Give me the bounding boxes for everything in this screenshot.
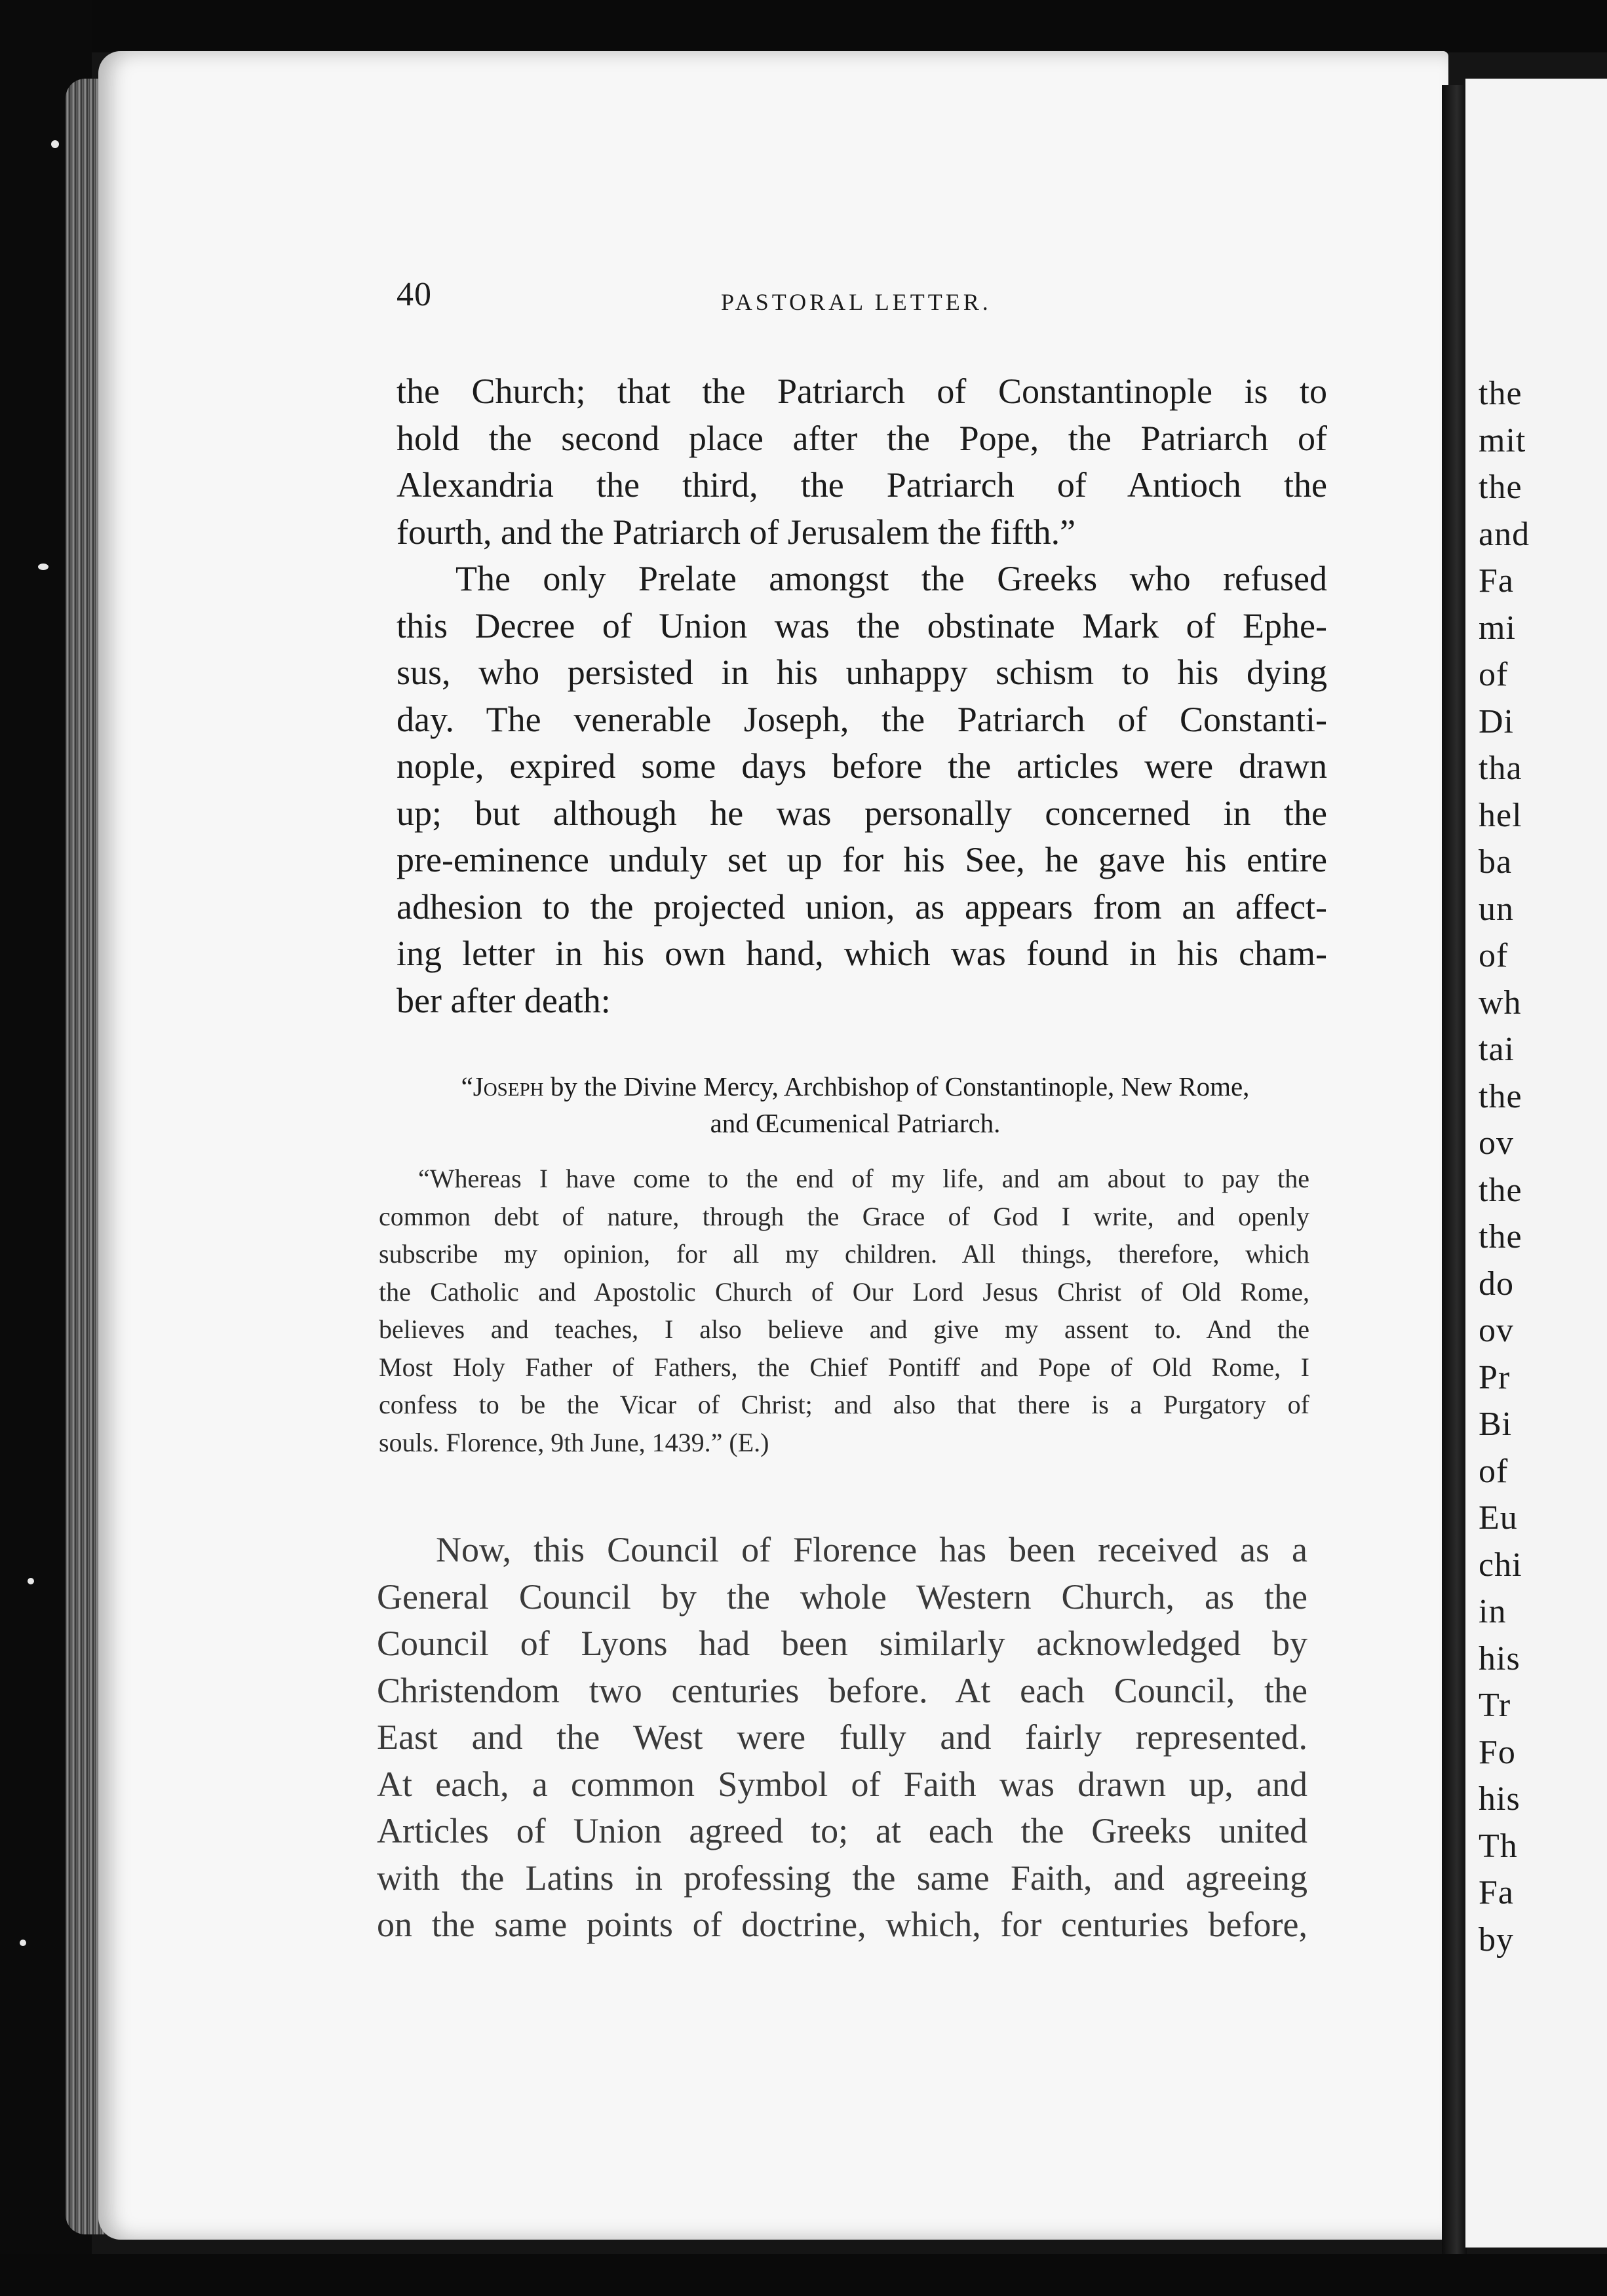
right-page-fragment-line: Di: [1479, 702, 1514, 740]
right-page-fragment-line: tha: [1479, 750, 1522, 787]
right-page-fragment-line: Eu: [1479, 1499, 1518, 1537]
text-line: Christendom two centuries before. At each Council, the: [377, 1670, 1307, 1710]
right-page-fragment-line: ov: [1479, 1124, 1514, 1162]
text-line: East and the West were fully and fairly represented.: [377, 1717, 1307, 1757]
right-page-fragment-line: Tr: [1479, 1687, 1511, 1724]
letter-line: souls. Florence, 9th June, 1439.” (E.): [379, 1427, 769, 1457]
letter-line: confess to be the Vicar of Christ; and also that there is a Purgatory of: [379, 1390, 1309, 1419]
right-page: [1465, 79, 1607, 2248]
right-page-fragment-line: Th: [1479, 1827, 1518, 1865]
letter-line: “Whereas I have come to the end of my life, and am about to pay the: [418, 1164, 1309, 1193]
right-page-fragment-line: of: [1479, 1452, 1509, 1490]
right-page-fragment-line: Fa: [1479, 562, 1514, 600]
text-line: up; but although he was personally concerned in the: [397, 793, 1327, 833]
text-line: on the same points of doctrine, which, for centuries before,: [377, 1905, 1307, 1944]
text-line: day. The venerable Joseph, the Patriarch of Constanti-: [397, 699, 1327, 739]
book-gutter: [1442, 85, 1467, 2254]
running-title: PASTORAL LETTER.: [721, 289, 992, 315]
text-line: fourth, and the Patriarch of Jerusalem the fifth.”: [397, 512, 1076, 552]
text-line: Alexandria the third, the Patriarch of Antioch the: [397, 465, 1327, 505]
letter-line: Most Holy Father of Fathers, the Chief Pontiff and Pope of Old Rome, I: [379, 1352, 1309, 1382]
paragraph-1: [397, 368, 1327, 556]
text-line: pre-eminence unduly set up for his See, he gave his entire: [397, 840, 1327, 879]
right-page-fragment-line: the: [1479, 1077, 1522, 1115]
paragraph-3: [377, 1527, 1307, 1949]
text-line: sus, who persisted in his unhappy schism to his dying: [397, 653, 1327, 692]
right-page-fragment-line: ba: [1479, 843, 1513, 881]
scan-border-bottom: [0, 2254, 1607, 2296]
letter-line: the Catholic and Apostolic Church of Our Lord Jesus Christ of Old Rome,: [379, 1276, 1309, 1307]
right-page-fragment-line: un: [1479, 890, 1514, 928]
right-page-fragment-line: Pr: [1479, 1358, 1511, 1396]
right-page-fragment-line: the: [1479, 1171, 1522, 1209]
dust-speck: [38, 564, 48, 570]
letter-line: common debt of nature, through the Grace of God I write, and openly: [379, 1201, 1309, 1231]
right-page-fragment-line: Fa: [1479, 1874, 1514, 1911]
text-line: with the Latins in professing the same Faith, and agreeing: [377, 1858, 1307, 1898]
text-line: adhesion to the projected union, as appears from an affect-: [397, 887, 1327, 927]
right-page-fragment-line: of: [1479, 656, 1509, 693]
text-line: At each, a common Symbol of Faith was drawn up, and: [377, 1764, 1307, 1804]
right-page-fragment-line: the: [1479, 1218, 1522, 1255]
right-page-fragment-line: his: [1479, 1780, 1520, 1818]
letter-line: believes and teaches, I also believe and give my assent to. And the: [379, 1314, 1309, 1344]
salutation-line: [380, 1068, 1330, 1105]
scan-border-top: [0, 0, 1607, 52]
right-page-fragment-line: by: [1479, 1921, 1514, 1959]
right-page-fragment-line: wh: [1479, 984, 1522, 1022]
right-page-fragment-line: Fo: [1479, 1733, 1516, 1771]
right-page-fragment-line: the: [1479, 375, 1522, 412]
dust-speck: [20, 1940, 26, 1946]
right-page-fragment-line: chi: [1479, 1546, 1522, 1584]
right-page-fragment-line: the: [1479, 469, 1522, 506]
right-page-fragment-line: do: [1479, 1265, 1514, 1303]
text-line: ing letter in his own hand, which was found in his cham-: [397, 934, 1327, 973]
text-line: nople, expired some days before the articles were drawn: [397, 746, 1327, 786]
text-line: Now, this Council of Florence has been received as a: [436, 1530, 1307, 1569]
quoted-letter: [379, 1160, 1309, 1461]
right-page-text-fragment: [1479, 370, 1530, 1963]
right-page-fragment-line: tai: [1479, 1031, 1515, 1068]
text-line: ber after death:: [397, 980, 611, 1020]
text-line: Articles of Union agreed to; at each the Greeks united: [377, 1811, 1307, 1850]
right-page-fragment-line: in: [1479, 1593, 1507, 1630]
dust-speck: [28, 1578, 34, 1584]
text-line: The only Prelate amongst the Greeks who refused: [455, 559, 1327, 598]
right-page-fragment-line: and: [1479, 515, 1530, 553]
right-page-fragment-line: of: [1479, 937, 1509, 974]
right-page-fragment-line: mit: [1479, 421, 1526, 459]
salutation-line: and Œcumenical Patriarch.: [710, 1108, 1001, 1138]
page-number: 40: [397, 276, 432, 313]
right-page-fragment-line: ov: [1479, 1312, 1514, 1349]
dust-speck: [51, 140, 59, 148]
right-page-fragment-line: hel: [1479, 796, 1522, 834]
paragraph-2: [397, 556, 1327, 1024]
salutation-name: “Joseph: [461, 1071, 544, 1101]
text-line: the Church; that the Patriarch of Constantinople is to: [397, 372, 1327, 411]
right-page-fragment-line: Bi: [1479, 1406, 1513, 1443]
right-page-fragment-line: mi: [1479, 609, 1516, 647]
text-line: this Decree of Union was the obstinate Mark of Ephe-: [397, 605, 1327, 645]
text-line: General Council by the whole Western Church, as the: [377, 1577, 1307, 1617]
salutation-title: by the Divine Mercy, Archbishop of Constantinople, New Rome,: [543, 1071, 1250, 1101]
text-line: hold the second place after the Pope, the Patriarch of: [397, 418, 1327, 458]
text-line: Council of Lyons had been similarly acknowledged by: [377, 1624, 1307, 1663]
letter-salutation: [380, 1068, 1330, 1141]
right-page-fragment-line: his: [1479, 1639, 1520, 1677]
letter-line: subscribe my opinion, for all my children. All things, therefore, which: [379, 1239, 1309, 1269]
